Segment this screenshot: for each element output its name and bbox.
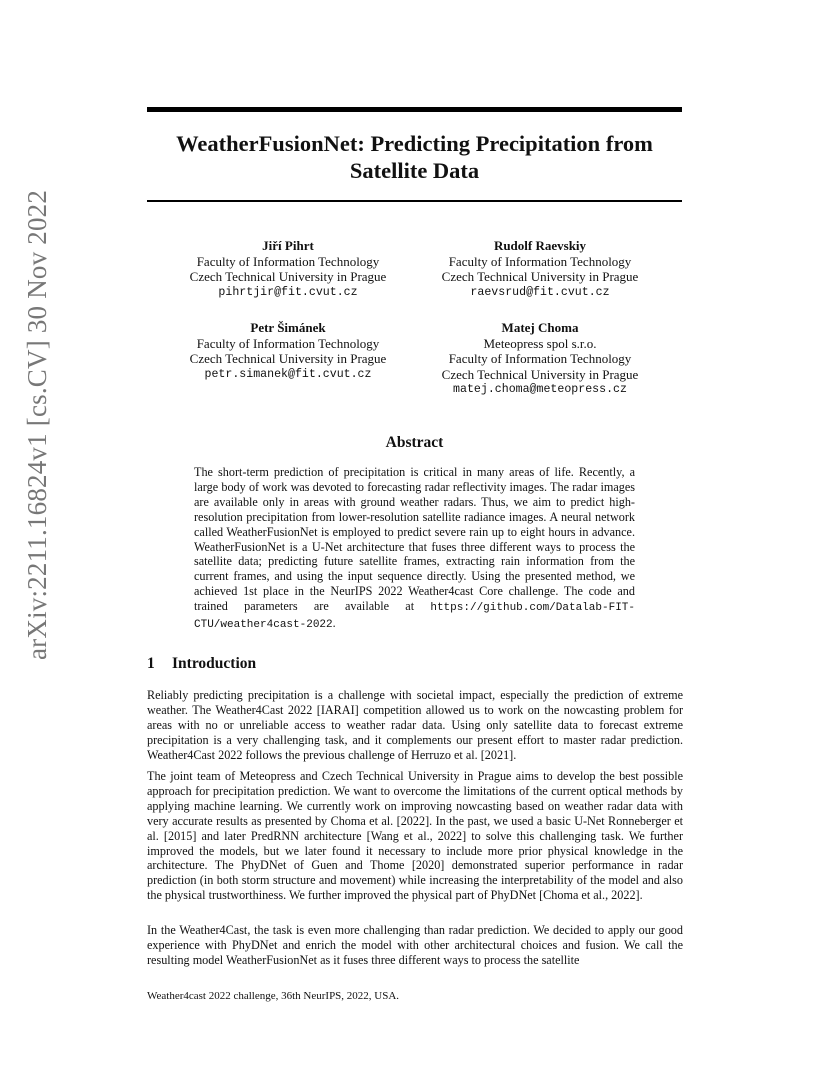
author-affiliation: Faculty of Information Technology: [448, 351, 632, 366]
code-url-link[interactable]: https://github.com/Datalab-FIT-CTU/weather4cast-2022: [194, 602, 635, 632]
body-paragraph: The joint team of Meteopress and Czech Technical University in Prague aims to develop the best possible approach for precipitation prediction. We want to overcome the limitations of the current optical methods by applying machine learning. We currently work on improving nowcasting based on weather radar data with very accurate results as presented by Choma et al. [2022]. In the past, we used a basic U-Net Ronneberger et al. [2015] and later PredRNN architecture [Wang et al., 2022] to solve this challenging task. We further improved the models, but we later found it necessary to include more prior physical knowledge in the architecture. The PhyDNet of Guen and Thome [2020] demonstrated superior performance in radar prediction (in both storm structure and movement) while increasing the interpretability of the model and also the physical trustworthiness. We further improved the physical part of PhyDNet [Choma et al., 2022].: [147, 769, 683, 903]
abstract-text: [194, 465, 635, 633]
author-name: Petr Šimánek: [250, 320, 326, 335]
section-heading: [147, 655, 256, 673]
author-email: pihrtjir@fit.cvut.cz: [218, 285, 358, 299]
arxiv-stamp-text: arXiv:2211.16824v1 [cs.CV] 30 Nov 2022: [22, 189, 52, 660]
author-affiliation: Czech Technical University in Prague: [441, 269, 639, 284]
author-block: [420, 238, 660, 300]
title-rule-bottom: [147, 200, 682, 202]
author-email: raevsrud@fit.cvut.cz: [470, 285, 610, 299]
author-block: [168, 320, 408, 382]
author-email: matej.choma@meteopress.cz: [453, 383, 627, 396]
author-affiliation: Meteopress spol s.r.o.: [483, 335, 597, 351]
author-block: [420, 320, 660, 398]
abstract-heading: Abstract: [385, 434, 444, 451]
author-affiliation: Faculty of Information Technology: [448, 253, 632, 269]
abstract-body: The short-term prediction of precipitation is critical in many areas of life. Recently, a large body of work was devoted to forecasting radar reflectivity images. The radar images are available only in areas with ground weather radars. Thus, we aim to predict high-resolution precipitation from lower-resolution satellite radiance images. A neural network called WeatherFusionNet is employed to predict severe rain up to eight hours in advance. WeatherFusionNet is a U-Net architecture that fuses three different ways to process the satellite data; predicting future satellite frames, extracting rain information from the current frames, and using the input sequence directly. Using the presented method, we achieved 1st place in the NeurIPS 2022 Weather4cast Core challenge. The code and trained parameters are available at: [194, 465, 635, 614]
author-email: petr.simanek@fit.cvut.cz: [204, 367, 372, 381]
author-affiliation: Czech Technical University in Prague: [189, 351, 387, 366]
author-affiliation: Faculty of Information Technology: [196, 253, 380, 269]
author-name: Jiří Pihrt: [262, 238, 314, 253]
author-affiliation: Faculty of Information Technology: [196, 335, 380, 351]
paper-title: WeatherFusionNet: Predicting Precipitation from Satellite Data: [176, 131, 653, 183]
author-affiliation: Czech Technical University in Prague: [189, 269, 387, 284]
section-title: Introduction: [172, 655, 257, 672]
page-footer: Weather4cast 2022 challenge, 36th NeurIPS, 2022, USA.: [147, 990, 400, 1002]
author-name: Rudolf Raevskiy: [493, 238, 587, 253]
author-block: [168, 238, 408, 300]
section-number: 1: [147, 655, 155, 672]
author-name: Matej Choma: [501, 320, 579, 335]
body-paragraph: Reliably predicting precipitation is a challenge with societal impact, especially the prediction of extreme weather. The Weather4Cast 2022 [IARAI] competition allowed us to work on the nowcasting problem for areas with no or unreliable access to weather radar data. Using only satellite data to forecast extreme precipitation is a very challenging task, and it complements our present effort to master radar prediction. Weather4Cast 2022 follows the previous challenge of Herruzo et al. [2021].: [147, 688, 683, 762]
abstract-end: .: [332, 616, 336, 631]
title-rule-top: [147, 107, 682, 112]
body-paragraph: In the Weather4Cast, the task is even more challenging than radar prediction. We decided to apply our good experience with PhyDNet and enrich the model with other architectural choices and fusion. We call the resulting model WeatherFusionNet as it fuses three different ways to process the satellite: [147, 923, 683, 967]
author-affiliation: Czech Technical University in Prague: [441, 366, 639, 382]
